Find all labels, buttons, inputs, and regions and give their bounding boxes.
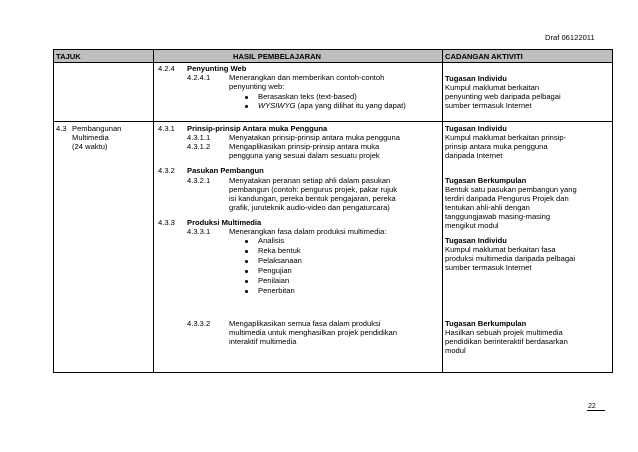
subsection-text: grafik, juruteknik audio-video dan pengaturcara) [229,203,390,212]
section-title: Prinsip-prinsip Antara muka Pengguna [187,124,328,133]
subsection-text: Menerangkan fasa dalam produksi multimedia: [229,227,387,236]
activity-text: Kumpul maklumat berkaitan prinsip- [445,133,567,142]
phase-item: Reka bentuk [258,246,301,255]
phase-item: Pengujian [258,266,292,275]
section-title: Penyunting Web [187,64,247,73]
activity-text: Kumpul maklumat berkaitan [445,83,540,92]
subsection-text: Mengaplikasikan semua fasa dalam produksi [229,319,381,328]
subsection-number: 4.3.3.2 [187,319,211,328]
section-title: Produksi Multimedia [187,218,262,227]
section-number: 4.3.1 [158,124,175,133]
subsection-number: 4.3.1.2 [187,142,211,151]
table-header-background [53,50,612,62]
bullet-icon [245,290,248,293]
bullet-text: Berasaskan teks (text-based) [258,92,357,101]
bullet-icon [245,260,248,263]
table-col-divider-1 [153,49,154,373]
table-col-divider-2 [442,49,443,373]
activity-title: Tugasan Individu [445,236,507,245]
phase-item: Penerbitan [258,286,295,295]
topic-title: Multimedia [72,133,109,142]
bullet-text [258,101,406,110]
table-border-left [53,49,54,373]
table-border-right [612,49,613,373]
phase-item: Analisis [258,236,285,245]
header-cadangan-aktiviti: CADANGAN AKTIVITI [445,52,523,61]
topic-hours: (24 waktu) [72,142,108,151]
header-hasil-pembelajaran: HASIL PEMBELAJARAN [233,52,322,61]
subsection-number: 4.3.2.1 [187,176,211,185]
activity-title: Tugasan Berkumpulan [445,176,527,185]
section-number: 4.3.3 [158,218,175,227]
phase-item: Pelaksanaan [258,256,302,265]
subsection-text: penyunting web: [229,82,285,91]
bullet-icon [245,280,248,283]
activity-text: modul [445,346,466,355]
draft-label: Draf 06122011 [545,33,595,42]
activity-text: Bentuk satu pasukan pembangun yang [445,185,577,194]
table-header-divider [53,62,613,63]
subsection-text: Menerangkan dan memberikan contoh-contoh [229,73,385,82]
activity-text: daripada Internet [445,151,503,160]
subsection-text: Mengaplikasikan prinsip-prinsip antara muka [229,142,380,151]
bullet-icon [245,96,248,99]
page-number: 22 [588,403,596,410]
activity-text: pendidikan berinteraktif berdasarkan [445,337,568,346]
activity-text: prinsip antara muka pengguna [445,142,548,151]
activity-text: mengikut modul [445,221,499,230]
bullet-icon [245,105,248,108]
subsection-text: pembangun (contoh: pengurus projek, pakar rujuk [229,185,398,194]
activity-title: Tugasan Berkumpulan [445,319,527,328]
bullet-text-rest: (apa yang dilihat itu yang dapat) [297,101,406,110]
subsection-text: Menyatakan peranan setiap ahli dalam pasukan [229,176,391,185]
activity-text: terdiri daripada Pengurus Projek dan [445,194,569,203]
header-tajuk: TAJUK [56,52,81,61]
subsection-text: isi kandungan, pereka bentuk pengajaran, pereka [229,194,396,203]
activity-text: Hasilkan sebuah projek multimedia [445,328,563,337]
page-number-rule [587,410,605,411]
bullet-italic-term: WYSIWYG [258,101,296,110]
section-number: 4.3.2 [158,166,175,175]
subsection-text: multimedia untuk menghasilkan projek pendidikan [229,328,398,337]
activity-text: Kumpul maklumat berkaitan fasa [445,245,556,254]
section-number: 4.2.4 [158,64,175,73]
activity-text: sumber termasuk Internet [445,101,532,110]
table-border-bottom [53,372,613,373]
subsection-text: interaktif multimedia [229,337,297,346]
activity-text: tanggungjawab masing-masing [445,212,551,221]
topic-title: Pembangunan [72,124,122,133]
activity-text: sumber termasuk Internet [445,263,532,272]
activity-title: Tugasan Individu [445,74,507,83]
table-row-divider [53,121,613,122]
bullet-icon [245,240,248,243]
bullet-icon [245,270,248,273]
topic-number: 4.3 [56,124,67,133]
subsection-number: 4.3.1.1 [187,133,211,142]
subsection-number: 4.3.3.1 [187,227,211,236]
section-title: Pasukan Pembangun [187,166,264,175]
bullet-icon [245,250,248,253]
activity-text: produksi multimedia daripada pelbagai [445,254,576,263]
activity-title: Tugasan Individu [445,124,507,133]
activity-text: penyunting web daripada pelbagai [445,92,561,101]
subsection-text: pengguna yang sesuai dalam sesuatu projek [229,151,380,160]
subsection-number: 4.2.4.1 [187,73,211,82]
subsection-text: Menyatakan prinsip-prinsip antara muka pengguna [229,133,400,142]
activity-text: tentukan ahli-ahli dengan [445,203,530,212]
phase-item: Penilaian [258,276,290,285]
table-border-top [53,49,613,50]
